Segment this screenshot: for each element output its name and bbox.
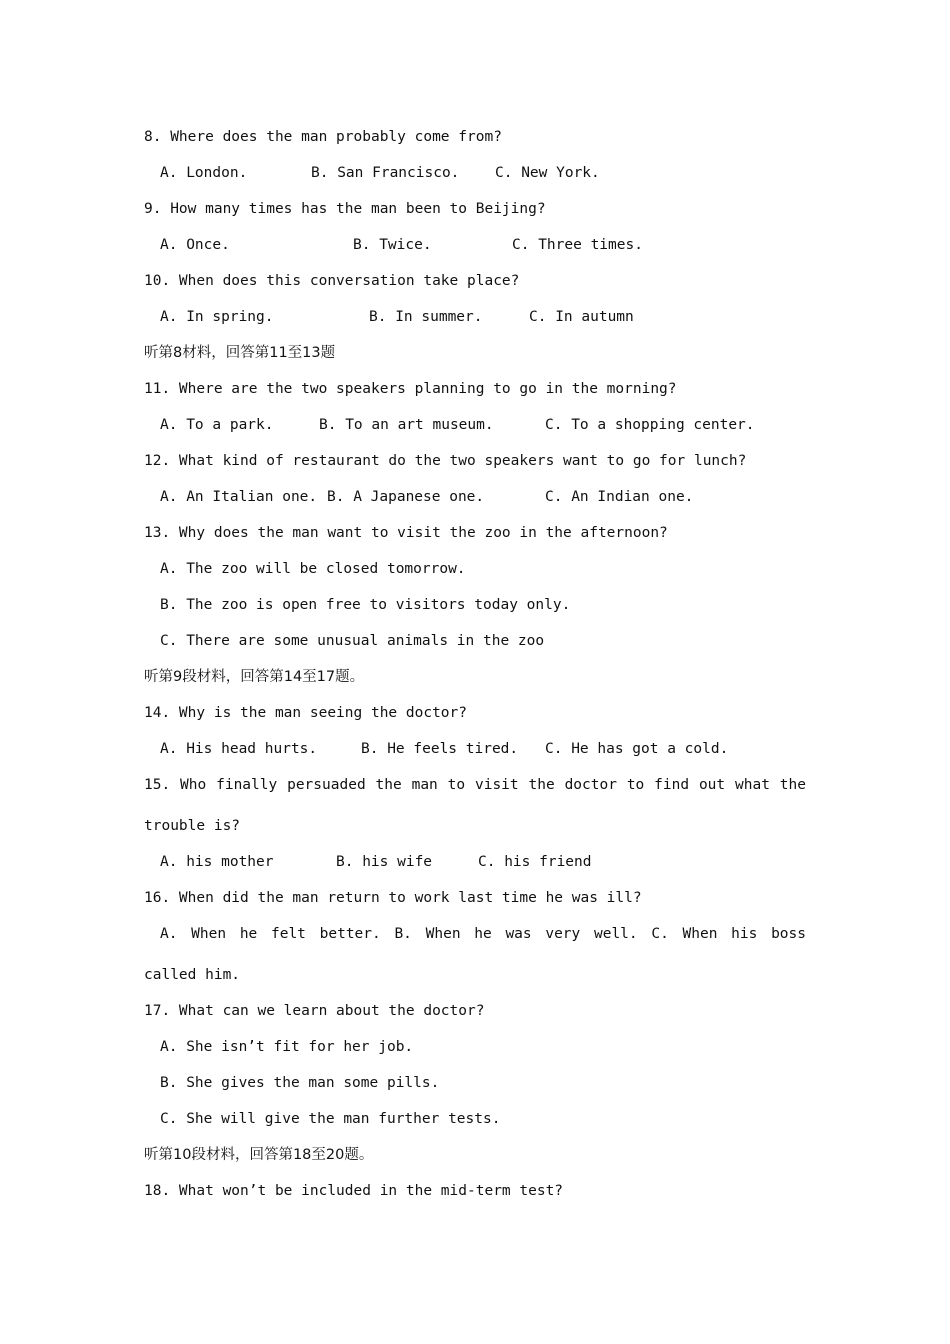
- question-12-option-c: C. An Indian one.: [545, 489, 694, 505]
- section-10-heading: 听第10段材料，回答第18至20题。: [144, 1147, 374, 1163]
- question-12-stem: 12. What kind of restaurant do the two speakers want to go for lunch?: [144, 453, 747, 469]
- question-14-option-b: B. He feels tired.: [361, 741, 519, 757]
- question-13-option-c: C. There are some unusual animals in the zoo: [160, 633, 545, 649]
- question-11-option-b: B. To an art museum.: [319, 417, 494, 433]
- question-11-option-a: A. To a park.: [160, 417, 274, 433]
- question-14-stem: 14. Why is the man seeing the doctor?: [144, 705, 468, 721]
- question-18-stem: 18. What won’t be included in the mid-term test?: [144, 1183, 564, 1199]
- question-15-option-b: B. his wife: [336, 854, 433, 870]
- question-10-stem: 10. When does this conversation take place?: [144, 273, 520, 289]
- question-14-option-a: A. His head hurts.: [160, 741, 318, 757]
- question-12-option-a: A. An Italian one.: [160, 489, 318, 505]
- question-17-option-b: B. She gives the man some pills.: [160, 1075, 440, 1091]
- question-16-stem: 16. When did the man return to work last time he was ill?: [144, 890, 642, 906]
- question-15-option-a: A. his mother: [160, 854, 274, 870]
- question-13-stem: 13. Why does the man want to visit the zoo in the afternoon?: [144, 525, 668, 541]
- question-15-stem-line-2: trouble is?: [144, 818, 241, 834]
- question-17-option-a: A. She isn’t fit for her job.: [160, 1039, 414, 1055]
- section-8-heading: 听第8材料，回答第11至13题: [144, 345, 336, 361]
- question-9-option-b: B. Twice.: [353, 237, 432, 253]
- section-9-heading: 听第9段材料，回答第14至17题。: [144, 669, 365, 685]
- question-13-option-a: A. The zoo will be closed tomorrow.: [160, 561, 466, 577]
- question-16-options-line-1: A. When he felt better. B. When he was very well. C. When his boss: [160, 926, 806, 942]
- question-8-stem: 8. Where does the man probably come from?: [144, 129, 502, 145]
- question-15-stem-line-1: 15. Who finally persuaded the man to visit the doctor to find out what the: [144, 777, 806, 793]
- question-11-stem: 11. Where are the two speakers planning to go in the morning?: [144, 381, 677, 397]
- question-17-stem: 17. What can we learn about the doctor?: [144, 1003, 485, 1019]
- question-8-option-c: C. New York.: [495, 165, 600, 181]
- question-11-option-c: C. To a shopping center.: [545, 417, 755, 433]
- question-12-option-b: B. A Japanese one.: [327, 489, 485, 505]
- question-10-option-b: B. In summer.: [369, 309, 483, 325]
- question-13-option-b: B. The zoo is open free to visitors today only.: [160, 597, 571, 613]
- question-15-option-c: C. his friend: [478, 854, 592, 870]
- question-9-stem: 9. How many times has the man been to Beijing?: [144, 201, 546, 217]
- question-10-option-a: A. In spring.: [160, 309, 274, 325]
- question-16-options-line-2: called him.: [144, 967, 241, 983]
- question-9-option-c: C. Three times.: [512, 237, 643, 253]
- question-10-option-c: C. In autumn: [529, 309, 634, 325]
- question-17-option-c: C. She will give the man further tests.: [160, 1111, 501, 1127]
- question-9-option-a: A. Once.: [160, 237, 230, 253]
- question-8-option-b: B. San Francisco.: [311, 165, 460, 181]
- question-8-option-a: A. London.: [160, 165, 248, 181]
- question-14-option-c: C. He has got a cold.: [545, 741, 729, 757]
